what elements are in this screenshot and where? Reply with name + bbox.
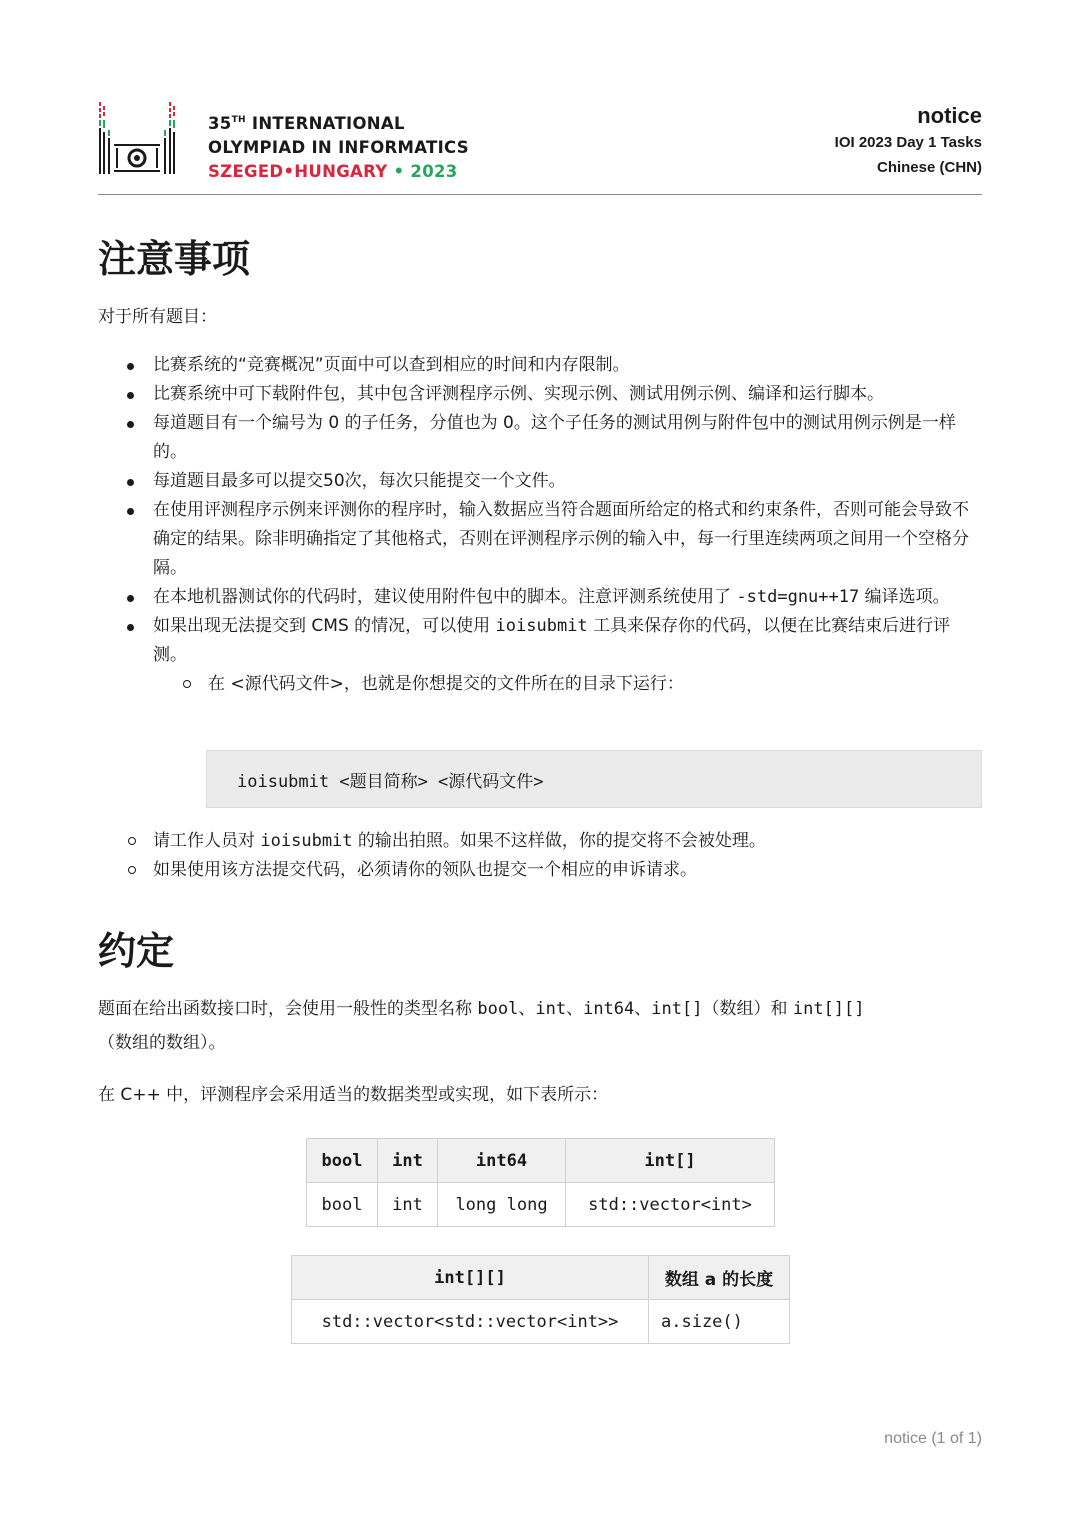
type-table-2 [291, 1255, 790, 1344]
sub-list-item: 请工作人员对 ioisubmit 的输出拍照。如果不这样做，你的提交将不会被处理。 [98, 827, 982, 856]
section-heading-notice: 注意事项 [98, 237, 251, 281]
ioi-logo-icon [98, 98, 176, 176]
language-label: Chinese (CHN) [876, 159, 982, 176]
list-item: 如果出现无法提交到 CMS 的情况，可以使用 ioisubmit 工具来保存你的代码，以便在比赛结束后进行评测。 在 <源代码文件>，也就是你想提交的文件所在的目录下运行： [98, 612, 982, 699]
table-header: int [378, 1139, 438, 1183]
sub-list [98, 827, 982, 885]
contest-day: IOI 2023 Day 1 Tasks [834, 134, 982, 151]
sub-list-item: 在 <源代码文件>，也就是你想提交的文件所在的目录下运行： [153, 670, 982, 699]
sub-list [153, 670, 982, 699]
table-cell: std::vector<std::vector<int>> [292, 1300, 649, 1344]
list-item: 每道题目最多可以提交50次，每次只能提交一个文件。 [98, 467, 982, 496]
section-heading-conventions: 约定 [98, 929, 175, 973]
intro-text: 对于所有题目： [98, 307, 217, 327]
list-item: 比赛系统的“竞赛概况”页面中可以查到相应的时间和内存限制。 [98, 351, 982, 380]
table-cell: a.size() [649, 1300, 790, 1344]
list-item: 在本地机器测试你的代码时，建议使用附件包中的脚本。注意评测系统使用了 -std=gnu++17 编译选项。 [98, 583, 982, 612]
table-header-row [307, 1139, 775, 1183]
table-cell: bool [307, 1183, 378, 1227]
page-title: notice [917, 103, 982, 128]
header-divider [98, 194, 982, 195]
page-footer: notice (1 of 1) [884, 1430, 982, 1447]
code-block [206, 750, 982, 808]
table-cell: long long [438, 1183, 566, 1227]
table-header: 数组 a 的长度 [649, 1256, 790, 1300]
sub-list-continued [98, 827, 982, 885]
notice-list [98, 351, 982, 699]
cpp-paragraph: 在 C++ 中，评测程序会采用适当的数据类型或实现，如下表所示： [98, 1085, 609, 1105]
table-header-row [292, 1256, 790, 1300]
type-table-1 [306, 1138, 775, 1227]
table-cell: std::vector<int> [566, 1183, 775, 1227]
task-info [835, 102, 982, 180]
page-header [98, 96, 982, 194]
code-command: ioisubmit <题目简称> <源代码文件> [237, 772, 544, 792]
table-row [292, 1300, 790, 1344]
table-header: int[] [566, 1139, 775, 1183]
table-header: int[][] [292, 1256, 649, 1300]
list-item: 在使用评测程序示例来评测你的程序时，输入数据应当符合题面所给定的格式和约束条件，否则可能会导致不确定的结果。除非明确指定了其他格式，否则在评测程序示例的输入中，每一行里连续两项之间用一个空格分隔。 [98, 496, 982, 583]
conventions-paragraph: 题面在给出函数接口时，会使用一般性的类型名称 bool、int、int64、int[]（数组）和 int[][] （数组的数组）。 [98, 999, 865, 1053]
table-header: bool [307, 1139, 378, 1183]
list-item: 比赛系统中可下载附件包，其中包含评测程序示例、实现示例、测试用例示例、编译和运行脚本。 [98, 380, 982, 409]
sub-list-item: 如果使用该方法提交代码，必须请你的领队也提交一个相应的申诉请求。 [98, 856, 982, 885]
table-row [307, 1183, 775, 1227]
table-header: int64 [438, 1139, 566, 1183]
list-item: 每道题目有一个编号为 0 的子任务，分值也为 0。这个子任务的测试用例与附件包中的测试用例示例是一样的。 [98, 409, 982, 467]
olympiad-name: 35TH INTERNATIONAL OLYMPIAD IN INFORMATICS SZEGED•HUNGARY • 2023 [208, 114, 469, 181]
table-cell: int [378, 1183, 438, 1227]
